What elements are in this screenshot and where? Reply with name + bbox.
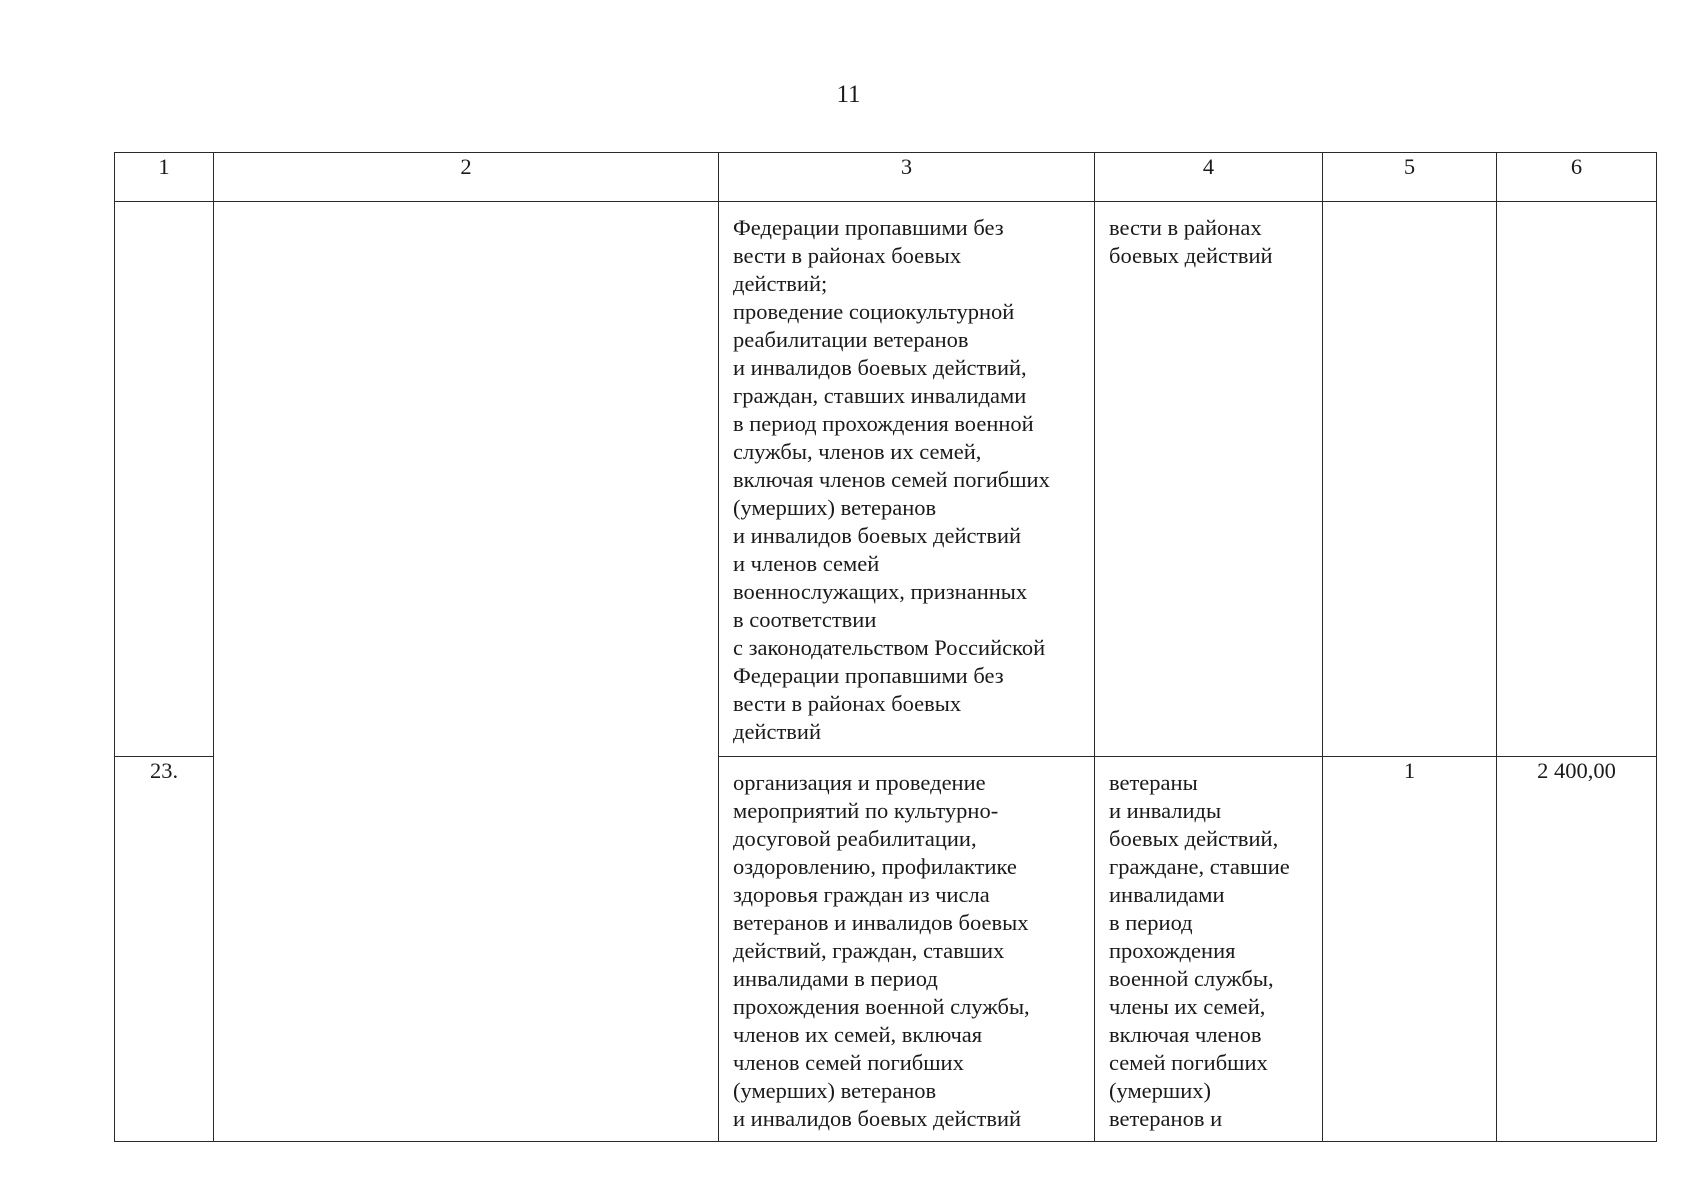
quantity-cell: 1 bbox=[1323, 757, 1497, 1142]
column-header-3: 3 bbox=[719, 153, 1095, 202]
column-header-5: 5 bbox=[1323, 153, 1497, 202]
recipients-cell bbox=[1095, 757, 1323, 1142]
description-cell bbox=[719, 757, 1095, 1142]
column-header-4: 4 bbox=[1095, 153, 1323, 202]
page-number: 11 bbox=[836, 81, 861, 108]
data-table bbox=[114, 152, 1657, 1142]
row-number-cell: 23. bbox=[115, 757, 214, 1142]
column-header-1: 1 bbox=[115, 153, 214, 202]
table-header-row bbox=[115, 153, 1657, 202]
row-number-cell bbox=[115, 202, 214, 757]
column-header-6: 6 bbox=[1497, 153, 1657, 202]
amount-cell: 2 400,00 bbox=[1497, 757, 1657, 1142]
column-header-2: 2 bbox=[214, 153, 719, 202]
description-text: организация и проведение мероприятий по культурно- досуговой реабилитации, оздоровлению, профилактике здоровья граждан из числа ветеранов и инвалидов боевых действий, граждан, ставших инвалидами в период прохождения военной службы, членов их семей, включая членов семей погибших (умерших) ветеранов и инвалидов боевых действий bbox=[733, 770, 1030, 1131]
quantity-cell bbox=[1323, 202, 1497, 757]
recipients-text: вести в районах боевых действий bbox=[1109, 215, 1273, 268]
recipients-cell bbox=[1095, 202, 1323, 757]
table-row bbox=[115, 202, 1657, 757]
description-cell bbox=[719, 202, 1095, 757]
merged-column-2-cell bbox=[214, 202, 719, 1142]
recipients-text: ветераны и инвалиды боевых действий, граждане, ставшие инвалидами в период прохождения военной службы, члены их семей, включая членов семей погибших (умерших) ветеранов и bbox=[1109, 770, 1290, 1131]
description-text: Федерации пропавшими без вести в районах боевых действий; проведение социокультурной реабилитации ветеранов и инвалидов боевых действий, граждан, ставших инвалидами в период прохождения военной службы, членов их семей, включая членов семей погибших (умерших) ветеранов и инвалидов боевых действий и членов семей военнослужащих, признанных в соответствии с законодательством Российской Федерации пропавшими без вести в районах боевых действий bbox=[733, 215, 1050, 744]
amount-cell bbox=[1497, 202, 1657, 757]
